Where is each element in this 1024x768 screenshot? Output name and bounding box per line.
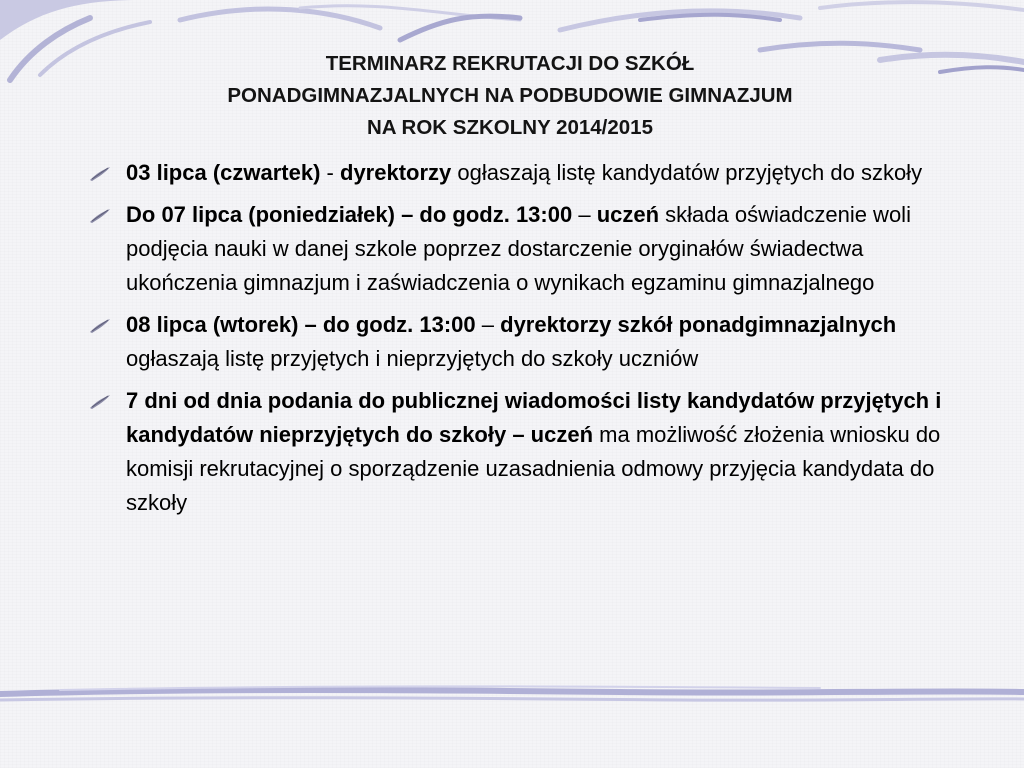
title-line-3: NA ROK SZKOLNY 2014/2015: [367, 116, 653, 139]
item-description: ogłaszają listę kandydatów przyjętych do szkoły: [451, 160, 923, 185]
item-actor: uczeń: [596, 202, 660, 227]
list-item: [88, 198, 948, 300]
schedule-list: [88, 156, 948, 528]
item-separator: -: [320, 160, 340, 185]
item-date: 7 dni od dnia podania do publicznej wiadomości listy kandydatów przyjętych i kandydatów nieprzyjętych do szkoły – uczeń: [126, 388, 942, 447]
item-actor: dyrektorzy szkół ponadgimnazjalnych: [500, 312, 897, 337]
item-separator: –: [475, 312, 501, 337]
item-date: 08 lipca (wtorek) – do godz. 13:00: [126, 312, 476, 337]
title-line-1: TERMINARZ REKRUTACJI DO SZKÓŁ: [325, 52, 695, 75]
item-actor: dyrektorzy: [340, 160, 452, 185]
title-line-2: PONADGIMNAZJALNYCH NA PODBUDOWIE GIMNAZJUM: [227, 84, 793, 107]
item-description: składa oświadczenie woli podjęcia nauki w danej szkole poprzez dostarczenie oryginałów świadectwa ukończenia gimnazjum i zaświadczenia o wynikach egzaminu gimnazjalnego: [126, 202, 911, 295]
item-date: 03 lipca (czwartek): [126, 160, 321, 185]
slide-title: [100, 48, 920, 144]
item-date: Do 07 lipca (poniedziałek) – do godz. 13:00: [126, 202, 573, 227]
list-item: [88, 384, 948, 520]
list-item: [88, 308, 948, 376]
item-separator: –: [572, 202, 597, 227]
quill-bullet-icon: [88, 318, 112, 334]
decorative-swoosh-bottom: [0, 680, 1024, 710]
quill-bullet-icon: [88, 208, 112, 224]
quill-bullet-icon: [88, 166, 112, 182]
list-item: [88, 156, 948, 190]
item-description: ma możliwość złożenia wniosku do komisji rekrutacyjnej o sporządzenie uzasadnienia odmowy przyjęcia kandydata do szkoły: [126, 422, 941, 515]
item-description: ogłaszają listę przyjętych i nieprzyjętych do szkoły uczniów: [126, 346, 699, 371]
quill-bullet-icon: [88, 394, 112, 410]
